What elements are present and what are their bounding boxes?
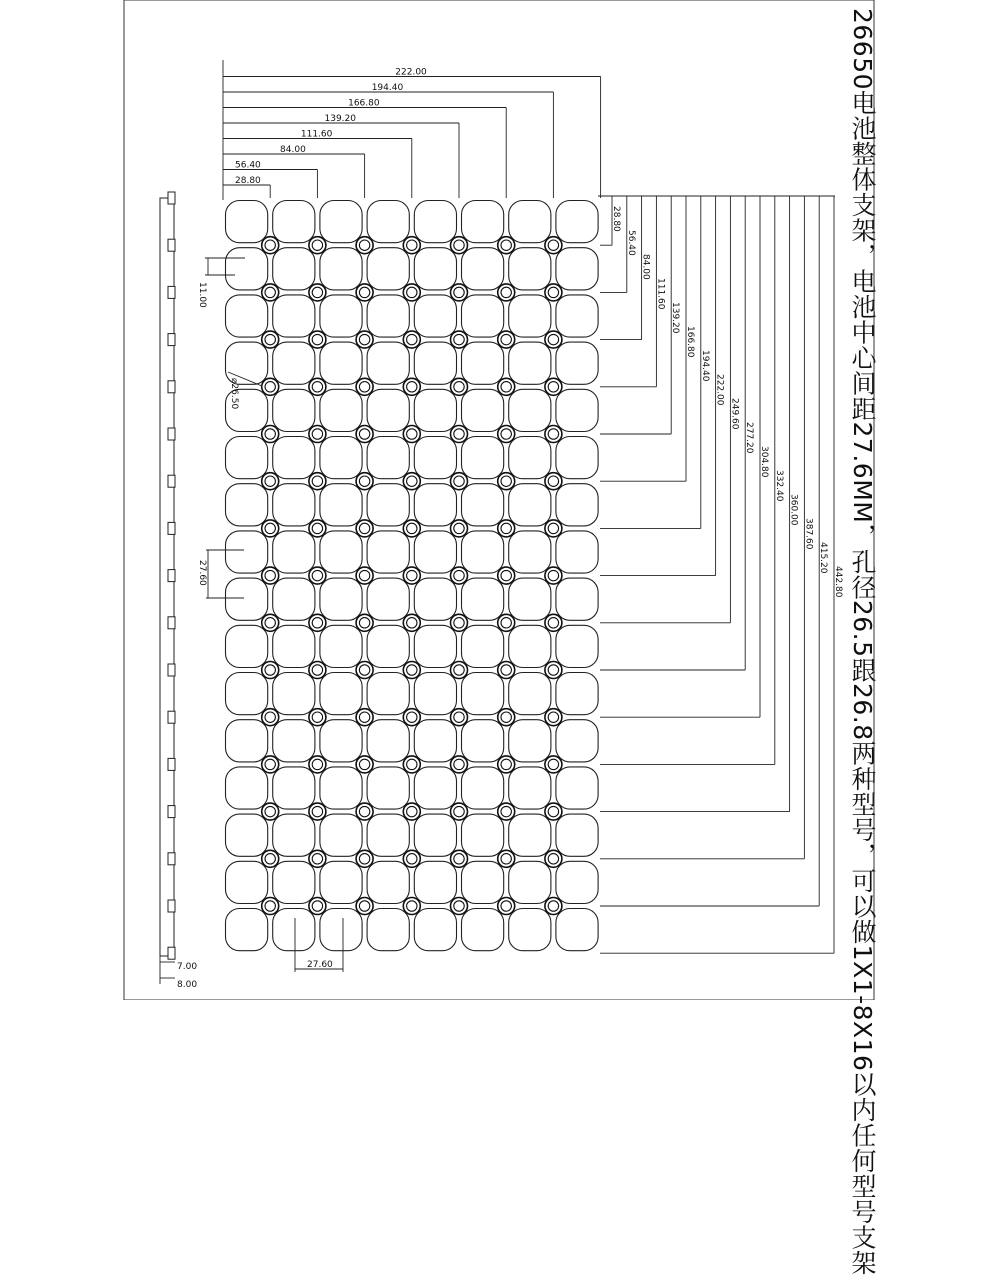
cell-outline <box>414 861 456 903</box>
cell-outline <box>367 531 409 573</box>
mount-hole-inner <box>548 806 558 816</box>
cell-outline <box>367 625 409 667</box>
top-dim-label: 194.40 <box>371 83 404 93</box>
cell-outline <box>320 861 362 903</box>
cell-outline <box>367 342 409 384</box>
mount-hole-inner <box>454 901 464 911</box>
cell-outline <box>226 531 268 573</box>
mount-hole-inner <box>407 334 417 344</box>
mount-hole-inner <box>548 287 558 297</box>
side-tab <box>168 664 175 676</box>
cell-outline <box>273 531 315 573</box>
cell-outline <box>462 389 504 431</box>
mount-hole-inner <box>548 618 558 628</box>
mount-hole-inner <box>359 287 369 297</box>
cell-outline <box>226 673 268 715</box>
right-dim-label: 387.60 <box>803 518 814 550</box>
right-dim-label: 139.20 <box>670 302 681 334</box>
mount-hole-inner <box>265 665 275 675</box>
cell-outline <box>320 389 362 431</box>
cell-outline <box>509 625 551 667</box>
cell-outline <box>226 437 268 479</box>
cell-outline <box>367 814 409 856</box>
mount-hole-inner <box>359 901 369 911</box>
mount-hole-inner <box>454 806 464 816</box>
cell-outline <box>273 767 315 809</box>
mount-hole-inner <box>265 240 275 250</box>
top-dim-label: 166.80 <box>348 98 380 109</box>
right-dim-label: 332.40 <box>773 470 784 502</box>
mount-hole-inner <box>312 901 322 911</box>
mount-hole-inner <box>407 523 417 533</box>
mount-hole-inner <box>407 429 417 439</box>
side-tab <box>168 475 175 487</box>
cell-outline <box>509 389 551 431</box>
cell-outline <box>556 625 598 667</box>
mount-hole-inner <box>548 712 558 722</box>
cell-outline <box>462 248 504 290</box>
cell-outline <box>367 295 409 337</box>
mount-hole-inner <box>454 570 464 580</box>
cell-outline <box>226 909 268 951</box>
cell-outline <box>414 201 456 243</box>
mount-hole-inner <box>312 759 322 769</box>
cell-outline <box>320 814 362 856</box>
mount-hole-inner <box>359 382 369 392</box>
cell-outline <box>320 484 362 526</box>
cell-outline <box>273 389 315 431</box>
cell-outline <box>462 295 504 337</box>
cell-outline <box>414 389 456 431</box>
pitch-left-label: 27.60 <box>197 560 207 586</box>
mount-hole-inner <box>501 901 511 911</box>
right-dim-label: 222.00 <box>714 374 725 406</box>
cell-outline <box>509 673 551 715</box>
cell-outline <box>273 201 315 243</box>
cell-outline <box>556 484 598 526</box>
mount-hole-inner <box>312 382 322 392</box>
cell-outline <box>320 201 362 243</box>
cell-outline <box>509 767 551 809</box>
cell-outline <box>367 861 409 903</box>
cell-outline <box>509 437 551 479</box>
mount-hole-inner <box>501 382 511 392</box>
mount-hole-inner <box>359 523 369 533</box>
right-dim-label: 194.40 <box>699 350 710 382</box>
cell-outline <box>556 201 598 243</box>
cell-outline <box>273 578 315 620</box>
mount-hole-inner <box>548 901 558 911</box>
cell-outline <box>462 861 504 903</box>
cell-outline <box>226 295 268 337</box>
cell-outline <box>509 861 551 903</box>
mount-hole-inner <box>501 429 511 439</box>
cell-outline <box>414 578 456 620</box>
side-tab <box>168 947 175 959</box>
side-tab <box>168 617 175 629</box>
thickness-label: 11.00 <box>197 282 207 308</box>
cell-outline <box>509 295 551 337</box>
hole-grid <box>262 237 562 915</box>
cell-outline <box>320 248 362 290</box>
mount-hole-inner <box>265 618 275 628</box>
pitch-bottom-label: 27.60 <box>307 960 333 970</box>
mount-hole-inner <box>454 476 464 486</box>
side-tab <box>168 239 175 251</box>
cell-outline <box>414 767 456 809</box>
mount-hole-inner <box>265 287 275 297</box>
cell-outline <box>273 342 315 384</box>
cell-outline <box>556 767 598 809</box>
hole-diameter-label: ⌀26.50 <box>229 378 239 410</box>
side-tab <box>168 381 175 393</box>
right-dim-label: 304.80 <box>759 446 769 478</box>
side-tab <box>168 853 175 865</box>
mount-hole-inner <box>359 476 369 486</box>
cell-outline <box>509 909 551 951</box>
mount-hole-inner <box>454 240 464 250</box>
cell-outline <box>367 578 409 620</box>
mount-hole-inner <box>501 287 511 297</box>
mount-hole-inner <box>454 712 464 722</box>
mount-hole-inner <box>312 570 322 580</box>
top-dim-label: 56.40 <box>235 160 261 171</box>
cell-outline <box>556 248 598 290</box>
mount-hole-inner <box>407 712 417 722</box>
mount-hole-inner <box>548 334 558 344</box>
mount-hole-inner <box>548 429 558 439</box>
drawing-title: 26650电池整体支架，电池中心间距27.6MM，孔径26.5跟26.8两种型号，可以做1X1-8X16以内任何型号支架 <box>848 8 877 1275</box>
cell-outline <box>273 673 315 715</box>
cell-outline <box>462 767 504 809</box>
mount-hole-inner <box>312 334 322 344</box>
mount-hole-inner <box>501 240 511 250</box>
cell-outline <box>367 201 409 243</box>
mount-hole-inner <box>454 429 464 439</box>
cell-outline <box>320 295 362 337</box>
mount-hole-inner <box>407 854 417 864</box>
right-dim-label: 442.80 <box>833 566 843 598</box>
cell-outline <box>226 484 268 526</box>
mount-hole-inner <box>359 759 369 769</box>
mount-hole-inner <box>548 523 558 533</box>
mount-hole-inner <box>548 570 558 580</box>
mount-hole-inner <box>407 476 417 486</box>
cell-outline <box>273 437 315 479</box>
cell-outline <box>320 578 362 620</box>
mount-hole-inner <box>359 854 369 864</box>
side-tab <box>168 192 175 204</box>
mount-hole-inner <box>407 901 417 911</box>
right-dim-label: 277.20 <box>744 422 755 454</box>
mount-hole-inner <box>265 759 275 769</box>
cell-outline <box>273 248 315 290</box>
cell-outline <box>367 484 409 526</box>
cell-outline <box>273 484 315 526</box>
cell-outline <box>367 767 409 809</box>
cell-outline <box>462 201 504 243</box>
cell-outline <box>320 625 362 667</box>
cell-outline <box>462 342 504 384</box>
cell-outline <box>320 909 362 951</box>
right-dim-label: 84.00 <box>640 254 651 280</box>
mount-hole-inner <box>501 712 511 722</box>
mount-hole-inner <box>359 712 369 722</box>
right-dimensions <box>598 196 843 953</box>
cell-outline <box>320 531 362 573</box>
cell-outline <box>367 720 409 762</box>
mount-hole-inner <box>312 287 322 297</box>
cell-outline <box>509 531 551 573</box>
cell-outline <box>509 201 551 243</box>
mount-hole-inner <box>265 570 275 580</box>
cell-outline <box>226 578 268 620</box>
cell-outline <box>462 720 504 762</box>
side-tab <box>168 428 175 440</box>
cell-outline <box>226 248 268 290</box>
mount-hole-inner <box>312 476 322 486</box>
cell-outline <box>509 720 551 762</box>
cell-outline <box>509 578 551 620</box>
cell-outline <box>414 248 456 290</box>
cell-outline <box>320 720 362 762</box>
right-dim-label: 111.60 <box>655 278 666 310</box>
right-dim-label: 166.80 <box>685 326 695 358</box>
mount-hole-inner <box>265 429 275 439</box>
mount-hole-inner <box>312 806 322 816</box>
cell-outline <box>273 861 315 903</box>
cell-outline <box>509 814 551 856</box>
mount-hole-inner <box>359 240 369 250</box>
cell-outline <box>462 437 504 479</box>
cell-outline <box>556 909 598 951</box>
side-dim-a-label: 7.00 <box>177 962 198 972</box>
cell-outline <box>414 625 456 667</box>
mount-hole-inner <box>312 712 322 722</box>
cell-outline <box>556 295 598 337</box>
mount-hole-inner <box>265 854 275 864</box>
mount-hole-inner <box>501 523 511 533</box>
cell-outline <box>320 673 362 715</box>
side-tab <box>168 522 175 534</box>
mount-hole-inner <box>265 334 275 344</box>
side-dim-b-label: 8.00 <box>177 980 198 990</box>
mount-hole-inner <box>548 665 558 675</box>
top-dim-label: 111.60 <box>300 129 333 140</box>
cell-outline <box>273 625 315 667</box>
cell-outline <box>320 767 362 809</box>
top-dim-label: 28.80 <box>235 176 261 186</box>
mount-hole-inner <box>265 712 275 722</box>
right-dim-label: 56.40 <box>625 230 636 256</box>
mount-hole-inner <box>454 854 464 864</box>
mount-hole-inner <box>312 618 322 628</box>
cell-outline <box>462 578 504 620</box>
mount-hole-inner <box>265 806 275 816</box>
cell-outline <box>367 248 409 290</box>
cell-outline <box>273 720 315 762</box>
mount-hole-inner <box>454 618 464 628</box>
side-tab <box>168 806 175 818</box>
cell-outline <box>414 295 456 337</box>
top-dim-label: 84.00 <box>280 145 306 155</box>
cell-outline <box>509 342 551 384</box>
cell-outline <box>556 389 598 431</box>
mount-hole-inner <box>548 476 558 486</box>
mount-hole-inner <box>265 901 275 911</box>
mount-hole-inner <box>407 240 417 250</box>
cell-outline <box>273 295 315 337</box>
side-view <box>160 192 175 959</box>
mount-hole-inner <box>454 287 464 297</box>
mount-hole-inner <box>501 665 511 675</box>
cell-outline <box>556 437 598 479</box>
cell-outline <box>556 342 598 384</box>
mount-hole-inner <box>359 570 369 580</box>
top-dimensions <box>223 60 601 200</box>
cell-outline <box>462 484 504 526</box>
mount-hole-inner <box>548 759 558 769</box>
mount-hole-inner <box>407 759 417 769</box>
mount-hole-inner <box>265 476 275 486</box>
mount-hole-inner <box>312 665 322 675</box>
mount-hole-inner <box>454 759 464 769</box>
cell-outline <box>556 673 598 715</box>
mount-hole-inner <box>454 334 464 344</box>
cell-outline <box>226 625 268 667</box>
cell-outline <box>226 814 268 856</box>
cell-outline <box>556 814 598 856</box>
mount-hole-inner <box>501 806 511 816</box>
cell-outline <box>367 437 409 479</box>
mount-hole-inner <box>407 382 417 392</box>
mount-hole-inner <box>359 806 369 816</box>
cell-outline <box>509 484 551 526</box>
cell-outline <box>367 389 409 431</box>
cell-outline <box>414 909 456 951</box>
side-tab <box>168 286 175 298</box>
cell-outline <box>556 720 598 762</box>
mount-hole-inner <box>407 618 417 628</box>
side-tab <box>168 711 175 723</box>
right-dim-label: 28.80 <box>611 206 621 232</box>
cell-outline <box>226 861 268 903</box>
mount-hole-inner <box>359 665 369 675</box>
mount-hole-inner <box>454 382 464 392</box>
mount-hole-inner <box>501 854 511 864</box>
side-tab <box>168 334 175 346</box>
right-dim-label: 249.60 <box>729 398 740 430</box>
cell-outline <box>414 437 456 479</box>
mount-hole-inner <box>359 429 369 439</box>
cell-outline <box>462 814 504 856</box>
cell-outline <box>320 342 362 384</box>
cell-outline <box>414 342 456 384</box>
mount-hole-inner <box>548 382 558 392</box>
mount-hole-inner <box>501 570 511 580</box>
mount-hole-inner <box>312 523 322 533</box>
mount-hole-inner <box>501 618 511 628</box>
cell-outline <box>509 248 551 290</box>
cell-outline <box>273 909 315 951</box>
cell-outline <box>462 673 504 715</box>
cell-outline <box>462 909 504 951</box>
cell-outline <box>226 201 268 243</box>
top-dim-label: 222.00 <box>395 67 427 78</box>
cell-outline <box>462 531 504 573</box>
cell-outline <box>226 767 268 809</box>
mount-hole-inner <box>548 240 558 250</box>
mount-hole-inner <box>454 665 464 675</box>
cell-outline <box>462 625 504 667</box>
mount-hole-inner <box>312 240 322 250</box>
mount-hole-inner <box>407 287 417 297</box>
side-tab <box>168 570 175 582</box>
mount-hole-inner <box>265 382 275 392</box>
mount-hole-inner <box>359 334 369 344</box>
cell-outline <box>414 531 456 573</box>
right-dim-label: 415.20 <box>818 542 829 574</box>
mount-hole-inner <box>407 806 417 816</box>
cell-outline <box>320 437 362 479</box>
cell-outline <box>414 814 456 856</box>
cell-outline <box>556 861 598 903</box>
mount-hole-inner <box>548 854 558 864</box>
mount-hole-inner <box>501 759 511 769</box>
cell-outline <box>556 578 598 620</box>
mount-hole-inner <box>265 523 275 533</box>
mount-hole-inner <box>501 476 511 486</box>
mount-hole-inner <box>359 618 369 628</box>
mount-hole-inner <box>454 523 464 533</box>
side-tab <box>168 758 175 770</box>
cell-outline <box>367 909 409 951</box>
cell-outline <box>414 673 456 715</box>
right-dim-label: 360.00 <box>788 494 799 526</box>
cell-outline <box>414 484 456 526</box>
cell-outline <box>414 720 456 762</box>
mount-hole-inner <box>312 429 322 439</box>
cell-outline <box>367 673 409 715</box>
top-dim-label: 139.20 <box>324 114 356 124</box>
cell-outline <box>273 814 315 856</box>
mount-hole-inner <box>501 334 511 344</box>
cell-outline <box>556 531 598 573</box>
mount-hole-inner <box>407 665 417 675</box>
side-tab <box>168 900 175 912</box>
cell-outline <box>226 720 268 762</box>
mount-hole-inner <box>407 570 417 580</box>
mount-hole-inner <box>312 854 322 864</box>
